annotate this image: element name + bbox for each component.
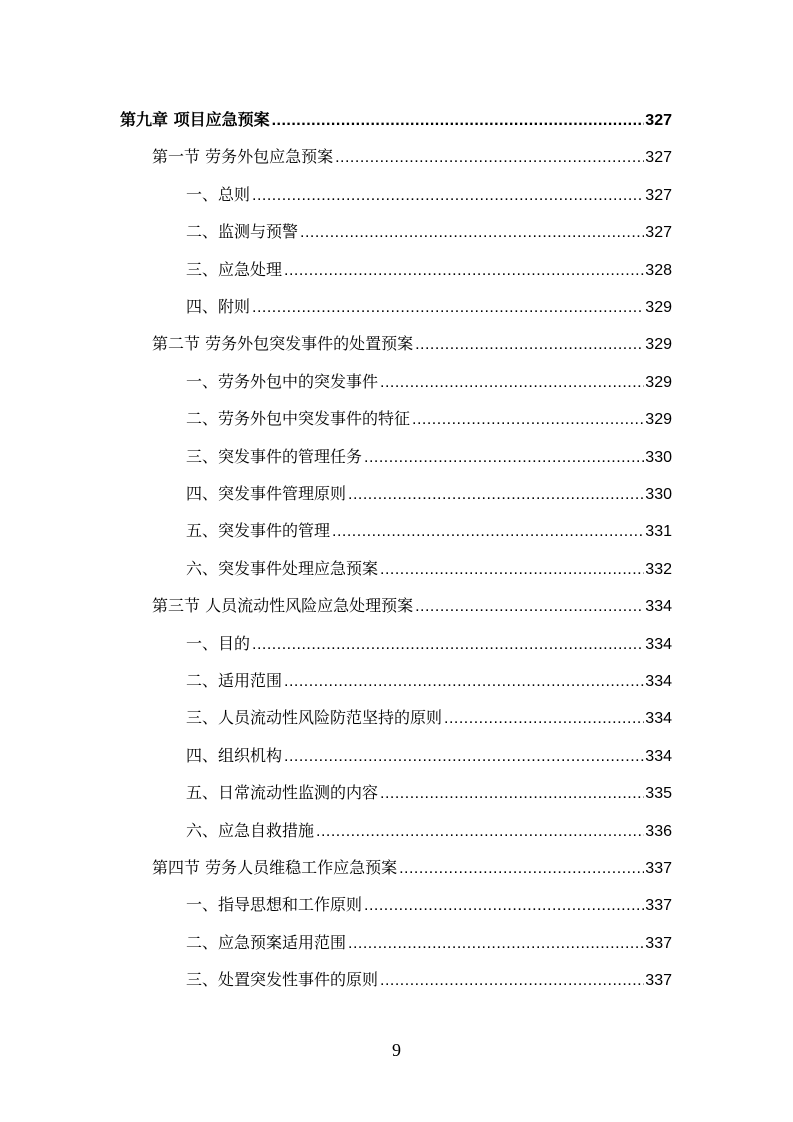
toc-subsection-entry[interactable] bbox=[186, 295, 672, 319]
dot-leader bbox=[272, 109, 645, 132]
toc-entry-page: 335 bbox=[645, 785, 672, 803]
dot-leader bbox=[284, 670, 644, 693]
toc-entry-title: 一、目的 bbox=[186, 633, 251, 653]
toc-entry-page: 336 bbox=[645, 822, 672, 840]
dot-leader bbox=[399, 857, 644, 880]
toc-entry-title: 一、总则 bbox=[186, 184, 251, 204]
toc-entry-page: 329 bbox=[645, 336, 672, 354]
toc-entry-page: 334 bbox=[645, 673, 672, 690]
toc-entry-title: 第二节 劳务外包突发事件的处置预案 bbox=[152, 334, 414, 354]
toc-entry-title: 五、突发事件的管理 bbox=[186, 521, 331, 541]
dot-leader bbox=[300, 221, 644, 244]
toc-subsection-entry[interactable] bbox=[186, 258, 672, 282]
dot-leader bbox=[380, 371, 644, 394]
toc-entry-title: 四、附则 bbox=[186, 297, 251, 316]
toc-subsection-entry[interactable] bbox=[186, 370, 672, 394]
toc-subsection-entry[interactable] bbox=[186, 220, 672, 244]
toc-subsection-entry[interactable] bbox=[186, 744, 672, 768]
dot-leader bbox=[348, 483, 644, 506]
toc-entry-title: 一、指导思想和工作原则 bbox=[186, 895, 363, 915]
toc-entry-title: 三、处置突发性事件的原则 bbox=[186, 970, 379, 990]
toc-entry-title: 第四节 劳务人员维稳工作应急预案 bbox=[152, 858, 398, 877]
toc-entry-title: 三、人员流动性风险防范坚持的原则 bbox=[186, 708, 443, 728]
toc-section-entry[interactable] bbox=[152, 332, 672, 356]
toc-subsection-entry[interactable] bbox=[186, 669, 672, 693]
toc-section-entry[interactable] bbox=[152, 594, 672, 618]
toc-entry-title: 三、突发事件的管理任务 bbox=[186, 446, 363, 466]
toc-entry-page: 327 bbox=[645, 224, 672, 242]
toc-entry-page: 337 bbox=[645, 860, 672, 877]
toc-entry-title: 四、突发事件管理原则 bbox=[186, 484, 347, 503]
dot-leader bbox=[444, 707, 644, 730]
toc-subsection-entry[interactable] bbox=[186, 819, 672, 843]
toc-chapter-entry[interactable] bbox=[120, 108, 672, 132]
toc-subsection-entry[interactable] bbox=[186, 931, 672, 955]
dot-leader bbox=[252, 633, 644, 656]
dot-leader bbox=[380, 969, 644, 992]
toc-entry-title: 二、应急预案适用范围 bbox=[186, 932, 347, 952]
toc-entry-page: 334 bbox=[645, 710, 672, 728]
dot-leader bbox=[332, 520, 644, 543]
toc-entry-page: 331 bbox=[645, 523, 672, 541]
toc-entry-page: 337 bbox=[645, 934, 672, 952]
toc-entry-title: 六、突发事件处理应急预案 bbox=[186, 558, 379, 578]
dot-leader bbox=[284, 745, 644, 768]
toc-entry-page: 327 bbox=[645, 149, 672, 167]
toc-entry-page: 327 bbox=[645, 112, 672, 129]
dot-leader bbox=[348, 932, 644, 955]
toc-entry-title: 二、适用范围 bbox=[186, 671, 283, 690]
toc-entry-title: 第一节 劳务外包应急预案 bbox=[152, 147, 334, 167]
dot-leader bbox=[364, 446, 644, 469]
toc-subsection-entry[interactable] bbox=[186, 706, 672, 730]
toc-entry-page: 327 bbox=[645, 186, 672, 204]
dot-leader bbox=[380, 782, 644, 805]
toc-entry-title: 二、劳务外包中突发事件的特征 bbox=[186, 409, 411, 429]
toc-subsection-entry[interactable] bbox=[186, 968, 672, 992]
dot-leader bbox=[364, 894, 644, 917]
toc-entry-title: 六、应急自救措施 bbox=[186, 820, 315, 840]
toc-subsection-entry[interactable] bbox=[186, 893, 672, 917]
toc-entry-page: 332 bbox=[645, 560, 672, 578]
toc-subsection-entry[interactable] bbox=[186, 781, 672, 805]
toc-entry-title: 五、日常流动性监测的内容 bbox=[186, 783, 379, 803]
toc-subsection-entry[interactable] bbox=[186, 557, 672, 581]
dot-leader bbox=[415, 595, 644, 618]
toc-entry-page: 329 bbox=[645, 373, 672, 391]
dot-leader bbox=[412, 408, 644, 431]
toc-entry-page: 329 bbox=[645, 299, 672, 316]
page-number: 9 bbox=[392, 1040, 401, 1060]
toc-subsection-entry[interactable] bbox=[186, 445, 672, 469]
toc-subsection-entry[interactable] bbox=[186, 183, 672, 207]
dot-leader bbox=[316, 820, 644, 843]
dot-leader bbox=[284, 259, 644, 282]
toc-entry-title: 四、组织机构 bbox=[186, 745, 283, 765]
toc-section-entry[interactable] bbox=[152, 145, 672, 169]
dot-leader bbox=[380, 558, 644, 581]
toc-entry-title: 第九章 项目应急预案 bbox=[120, 110, 270, 129]
toc-section-entry[interactable] bbox=[152, 856, 672, 880]
toc-entry-page: 329 bbox=[645, 411, 672, 429]
toc-entry-page: 337 bbox=[645, 972, 672, 990]
toc-entry-title: 第三节 人员流动性风险应急处理预案 bbox=[152, 596, 414, 616]
toc-entry-page: 328 bbox=[645, 261, 672, 279]
toc-entry-title: 三、应急处理 bbox=[186, 259, 283, 279]
dot-leader bbox=[252, 184, 644, 207]
toc-entry-page: 334 bbox=[645, 747, 672, 765]
toc-entry-page: 334 bbox=[645, 635, 672, 653]
toc-entry-page: 330 bbox=[645, 448, 672, 466]
toc-subsection-entry[interactable] bbox=[186, 632, 672, 656]
toc-subsection-entry[interactable] bbox=[186, 407, 672, 431]
toc-subsection-entry[interactable] bbox=[186, 519, 672, 543]
toc-entry-title: 一、劳务外包中的突发事件 bbox=[186, 371, 379, 391]
dot-leader bbox=[415, 333, 644, 356]
toc-entry-title: 二、监测与预警 bbox=[186, 222, 299, 242]
toc-entry-page: 334 bbox=[645, 598, 672, 616]
dot-leader bbox=[252, 296, 644, 319]
dot-leader bbox=[335, 146, 644, 169]
toc-entry-page: 337 bbox=[645, 897, 672, 915]
toc-subsection-entry[interactable] bbox=[186, 482, 672, 506]
toc-entry-page: 330 bbox=[645, 486, 672, 503]
